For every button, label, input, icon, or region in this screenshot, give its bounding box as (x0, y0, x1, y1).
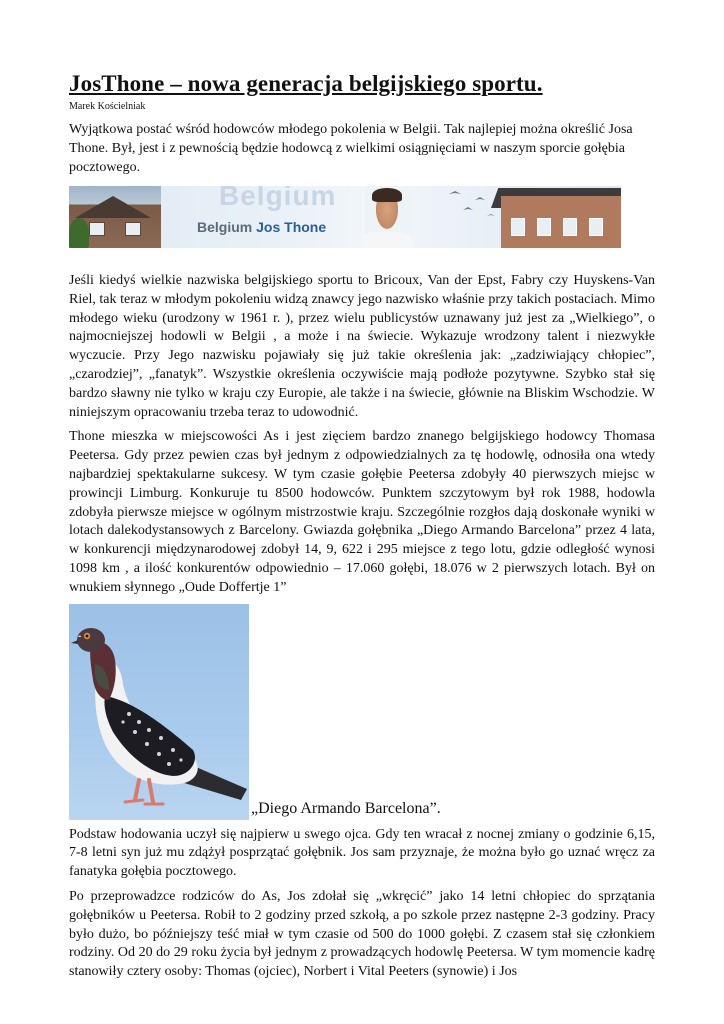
banner-logo-country: Belgium (197, 219, 253, 235)
photo-caption: „Diego Armando Barcelona”. (251, 799, 441, 817)
document-page (69, 70, 655, 988)
tree-illustration (69, 218, 89, 248)
house-left-roof (75, 196, 151, 218)
house-right-window (511, 218, 525, 236)
pigeon-illustration (69, 604, 249, 820)
house-right-window (537, 218, 551, 236)
portrait-shirt (361, 232, 413, 248)
header-banner-image (69, 186, 621, 248)
body-paragraph: Jeśli kiedyś wielkie nazwiska belgijskiego sportu to Bricoux, Van der Epst, Fabry czy Huyskens-Van Riel, tak teraz w młodym pokoleniu widzą znawcy jego nazwisko właśnie przy takich postaciach. Mimo młodego wieku (urodzony w 1961 r. ), przez wielu publicystów uznawany już jest za „Wielkiego”, o najmocniejszej hodowli w Belgii , a może i na świecie. Wykazuje wrodzony talent i niezwykłe wyczucie. Przy Jego nazwisku pojawiały się już takie określenia jak: „zadziwiający chłopiec”, „czarodziej”, „fanatyk”. Wszystkie określenia oczywiście mają podłoże pozytywne. Szybko stał się bardzo sławny nie tylko w kraju czy Europie, ale także i na świecie, głównie na Bliskim Wschodzie. W niniejszym opracowaniu trzeba teraz to udowodnić. (69, 273, 655, 420)
banner-watermark: Belgium (219, 186, 337, 211)
house-right-illustration (501, 196, 621, 248)
article-title: JosThone – nowa generacja belgijskiego sportu. (69, 71, 543, 96)
banner-logo (197, 219, 326, 235)
pigeon-photo (69, 604, 249, 820)
house-right-window (589, 218, 603, 236)
body-paragraph: Podstaw hodowania uczył się najpierw u swego ojca. Gdy ten wracał z nocnej zmiany o godzinie 6,15, 7-8 letni syn już mu zdążył posprzątać gołębnik. Jos sam przyznaje, że można było go uznać wręcz za fanatyka gołębia pocztowego. (69, 826, 655, 880)
pigeon-figure (69, 604, 655, 820)
house-left-window (89, 222, 105, 236)
house-left-window (125, 222, 141, 236)
intro-paragraph: Wyjątkowa postać wśród hodowców młodego pokolenia w Belgii. Tak najlepiej można określić Josa Thone. Był, jest i z pewnością będzie hodowcą z wielkimi osiągnięciami w naszym sporcie gołębia pocztowego. (69, 122, 633, 175)
portrait-hair (372, 188, 402, 202)
author-name: Marek Kościelniak (69, 101, 146, 112)
house-right-window (563, 218, 577, 236)
body-paragraph: Thone mieszka w miejscowości As i jest zięciem bardzo znanego belgijskiego hodowcy Thomasa Peetersa. Gdy przez pewien czas był jednym z odpowiedzialnych za tę hodowlę, odnosiła ona wtedy najbardziej spektakularne sukcesy. W tym czasie gołębie Peetersa zdobyły 40 pierwszych miejsc w prowincji Limburg. Konkuruje tu 8500 hodowców. Punktem szczytowym był rok 1988, hodowla zdobyła pierwsze miejsce w ogólnym mistrzostwie kraju. Szczególnie rozgłos dają doskonałe wyniki w lotach dalekodystansowych z Barcelony. Gwiazda gołębnika „Diego Armando Barcelona” przez 4 lata, w konkurencji międzynarodowej zdobył 14, 9, 622 i 295 miejsce z tego lotu, gdzie odległość wynosi 1098 km , a ilość konkurentów odpowiednio – 17.060 gołębi, 18.076 w 2 pierwszych lotach. Był on wnukiem słynnego „Oude Doffertje 1” (69, 429, 655, 595)
body-paragraph: Po przeprowadzce rodziców do As, Jos zdołał się „wkręcić” jako 14 letni chłopiec do sprzątania gołębników u Peetersa. Robił to 2 godziny przed szkołą, a po szkole przez następne 2-3 godziny. Pracy było dużo, bo późniejszy teść miał w tym czasie od 500 do 1000 gołębi. Z czasem stał się członkiem rodziny. Od 20 do 29 roku życia był jednym z prowadzących hodowlę Peetersa. W tym momencie kadrę stanowiły cztery osoby: Thomas (ojciec), Norbert i Vital Peeters (synowie) i Jos (69, 888, 655, 980)
banner-logo-name: Jos Thone (256, 219, 327, 235)
article-body (69, 272, 655, 982)
